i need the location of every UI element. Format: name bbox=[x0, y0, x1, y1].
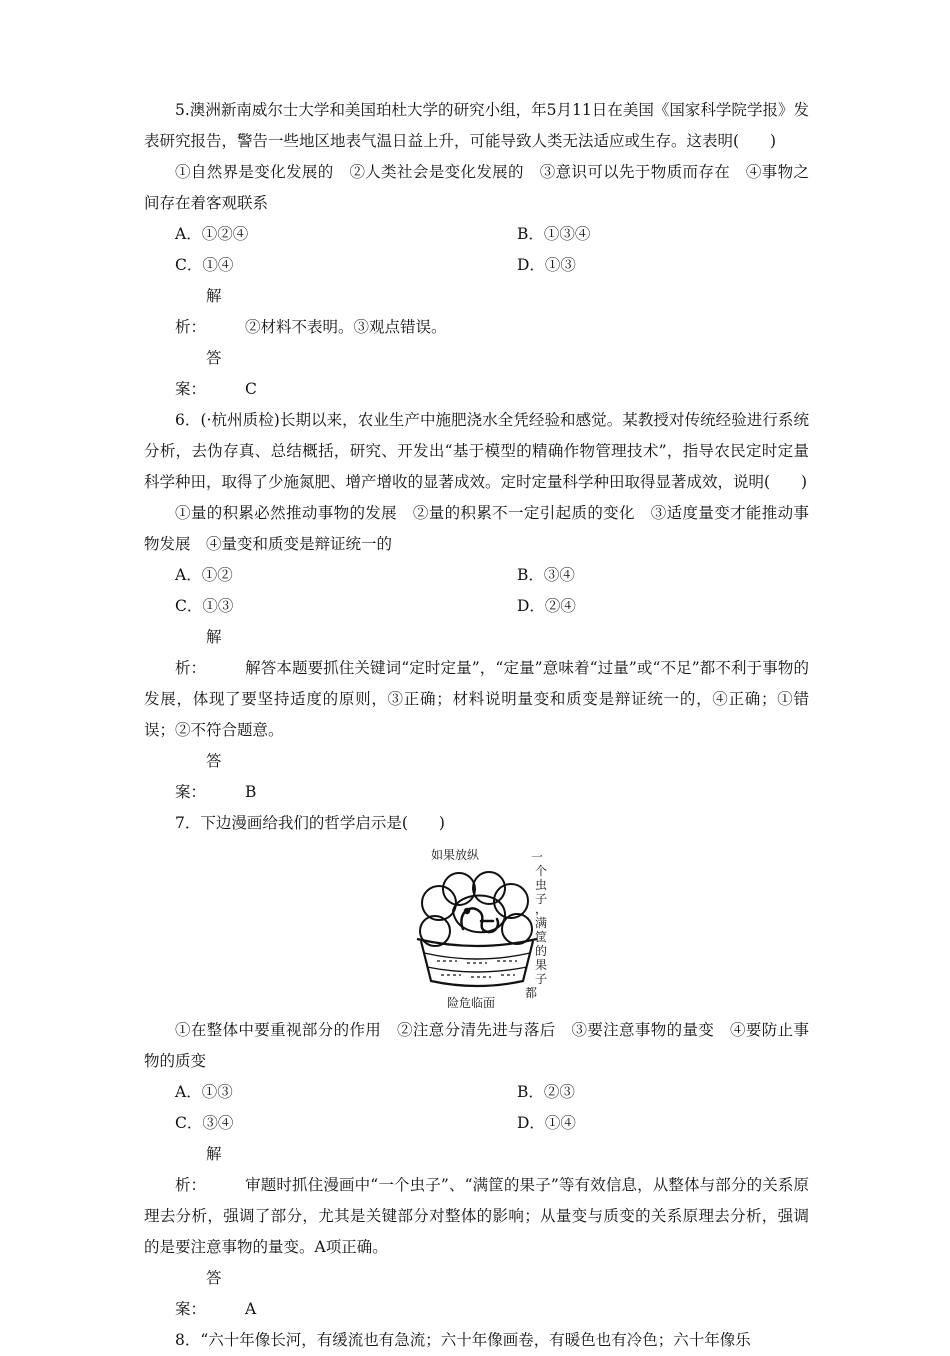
q6-options-row-1 bbox=[144, 560, 809, 591]
q7-cartoon bbox=[144, 841, 809, 1011]
q7-option-b: B．②③ bbox=[517, 1083, 575, 1101]
q5-option-c: C．①④ bbox=[175, 256, 234, 274]
q6-statements: ①量的积累必然推动事物的发展 ②量的积累不一定引起质的变化 ③适度量变才能推动事物发展 ④量变和质变是辩证统一的 bbox=[144, 504, 809, 553]
cartoon-right-char: 子 bbox=[534, 972, 547, 986]
cartoon-right-text bbox=[525, 850, 547, 1000]
q7-answer-label: 答案： bbox=[175, 1269, 222, 1318]
cartoon-bottom-text: 险危临面 bbox=[446, 996, 495, 1010]
cartoon-right-char: 满 bbox=[534, 916, 547, 930]
q7-option-c: C．③④ bbox=[175, 1114, 234, 1132]
q5-answer-text: C bbox=[245, 380, 257, 398]
cartoon-right-char: 的 bbox=[534, 944, 547, 958]
q6-analysis bbox=[144, 622, 809, 746]
cartoon-right-char: 都 bbox=[524, 986, 537, 1000]
q7-options-row-2 bbox=[144, 1108, 809, 1139]
q7-option-d: D．①④ bbox=[517, 1114, 576, 1132]
cartoon-fruit-basket-image bbox=[407, 841, 547, 1011]
cartoon-top-text: 如果放纵 bbox=[430, 848, 479, 862]
q6-option-b: B．③④ bbox=[517, 566, 575, 584]
q7-answer bbox=[144, 1263, 809, 1325]
q6-stem: 6．(·杭州质检)长期以来，农业生产中施肥浇水全凭经验和感觉。某教授对传统经验进行系统分析，去伪存真、总结概括，研究、开发出“基于模型的精确作物管理技术”，指导农民定时定量科学种田，取得了少施氮肥、增产增收的显著成效。定时定量科学种田取得显著成效，说明( ) bbox=[144, 411, 809, 491]
q5-analysis-text: ②材料不表明。③观点错误。 bbox=[245, 318, 447, 336]
q7-option-a: A．①③ bbox=[175, 1083, 233, 1101]
q6-options-row-2 bbox=[144, 591, 809, 622]
cartoon-right-char: 虫 bbox=[534, 878, 547, 892]
q7-analysis-label: 解析： bbox=[175, 1145, 222, 1194]
cartoon-right-char: 一 bbox=[530, 850, 543, 864]
q6-analysis-label: 解析： bbox=[175, 628, 222, 677]
q5-options-row-2 bbox=[144, 250, 809, 281]
q5-options-row-1 bbox=[144, 219, 809, 250]
q6-option-c: C．①③ bbox=[175, 597, 234, 615]
q8-stem: 8．“六十年像长河，有缓流也有急流；六十年像画卷，有暖色也有冷色；六十年像乐 bbox=[175, 1331, 751, 1349]
cartoon-right-char: 子 bbox=[534, 892, 547, 906]
q5-option-d: D．①③ bbox=[517, 256, 576, 274]
q5-option-a: A．①②④ bbox=[175, 225, 249, 243]
q5-stem: 5.澳洲新南威尔士大学和美国珀杜大学的研究小组，年5月11日在美国《国家科学院学报》发表研究报告，警告一些地区地表气温日益上升，可能导致人类无法适应或生存。这表明( ) bbox=[144, 101, 809, 150]
q5-analysis bbox=[144, 281, 809, 343]
q6-analysis-text: 解答本题要抓住关键词“定时定量”，“定量”意味着“过量”或“不足”都不利于事物的发展，体现了要坚持适度的原则，③正确；材料说明量变和质变是辩证统一的，④正确；①错误；②不符合题意。 bbox=[144, 659, 809, 739]
q6-option-d: D．②④ bbox=[517, 597, 576, 615]
q6-option-a: A．①② bbox=[175, 566, 233, 584]
q7-analysis-text: 审题时抓住漫画中“一个虫子”、“满筐的果子”等有效信息，从整体与部分的关系原理去分析，强调了部分，尤其是关键部分对整体的影响；从量变与质变的关系原理去分析，强调的是要注意事物的量变。A项正确。 bbox=[144, 1176, 809, 1256]
cartoon-right-char: ， bbox=[534, 902, 547, 916]
q7-answer-text: A bbox=[245, 1300, 257, 1318]
cartoon-right-char: 果 bbox=[534, 958, 547, 972]
document-content bbox=[144, 95, 809, 1356]
q5-answer bbox=[144, 343, 809, 405]
q6-answer bbox=[144, 746, 809, 808]
q5-answer-label: 答案： bbox=[175, 349, 222, 398]
cartoon-right-char: 个 bbox=[534, 864, 547, 878]
q7-stem: 7．下边漫画给我们的哲学启示是( ) bbox=[175, 814, 445, 832]
q7-statements: ①在整体中要重视部分的作用 ②注意分清先进与落后 ③要注意事物的量变 ④要防止事物的质变 bbox=[144, 1021, 809, 1070]
q5-analysis-label: 解析： bbox=[175, 287, 222, 336]
q5-option-b: B．①③④ bbox=[517, 225, 591, 243]
q7-options-row-1 bbox=[144, 1077, 809, 1108]
q5-statements: ①自然界是变化发展的 ②人类社会是变化发展的 ③意识可以先于物质而存在 ④事物之间存在着客观联系 bbox=[144, 163, 809, 212]
q6-answer-text: B bbox=[245, 783, 257, 801]
cartoon-right-char: 筐 bbox=[534, 930, 547, 944]
q7-analysis bbox=[144, 1139, 809, 1263]
q6-answer-label: 答案： bbox=[175, 752, 222, 801]
